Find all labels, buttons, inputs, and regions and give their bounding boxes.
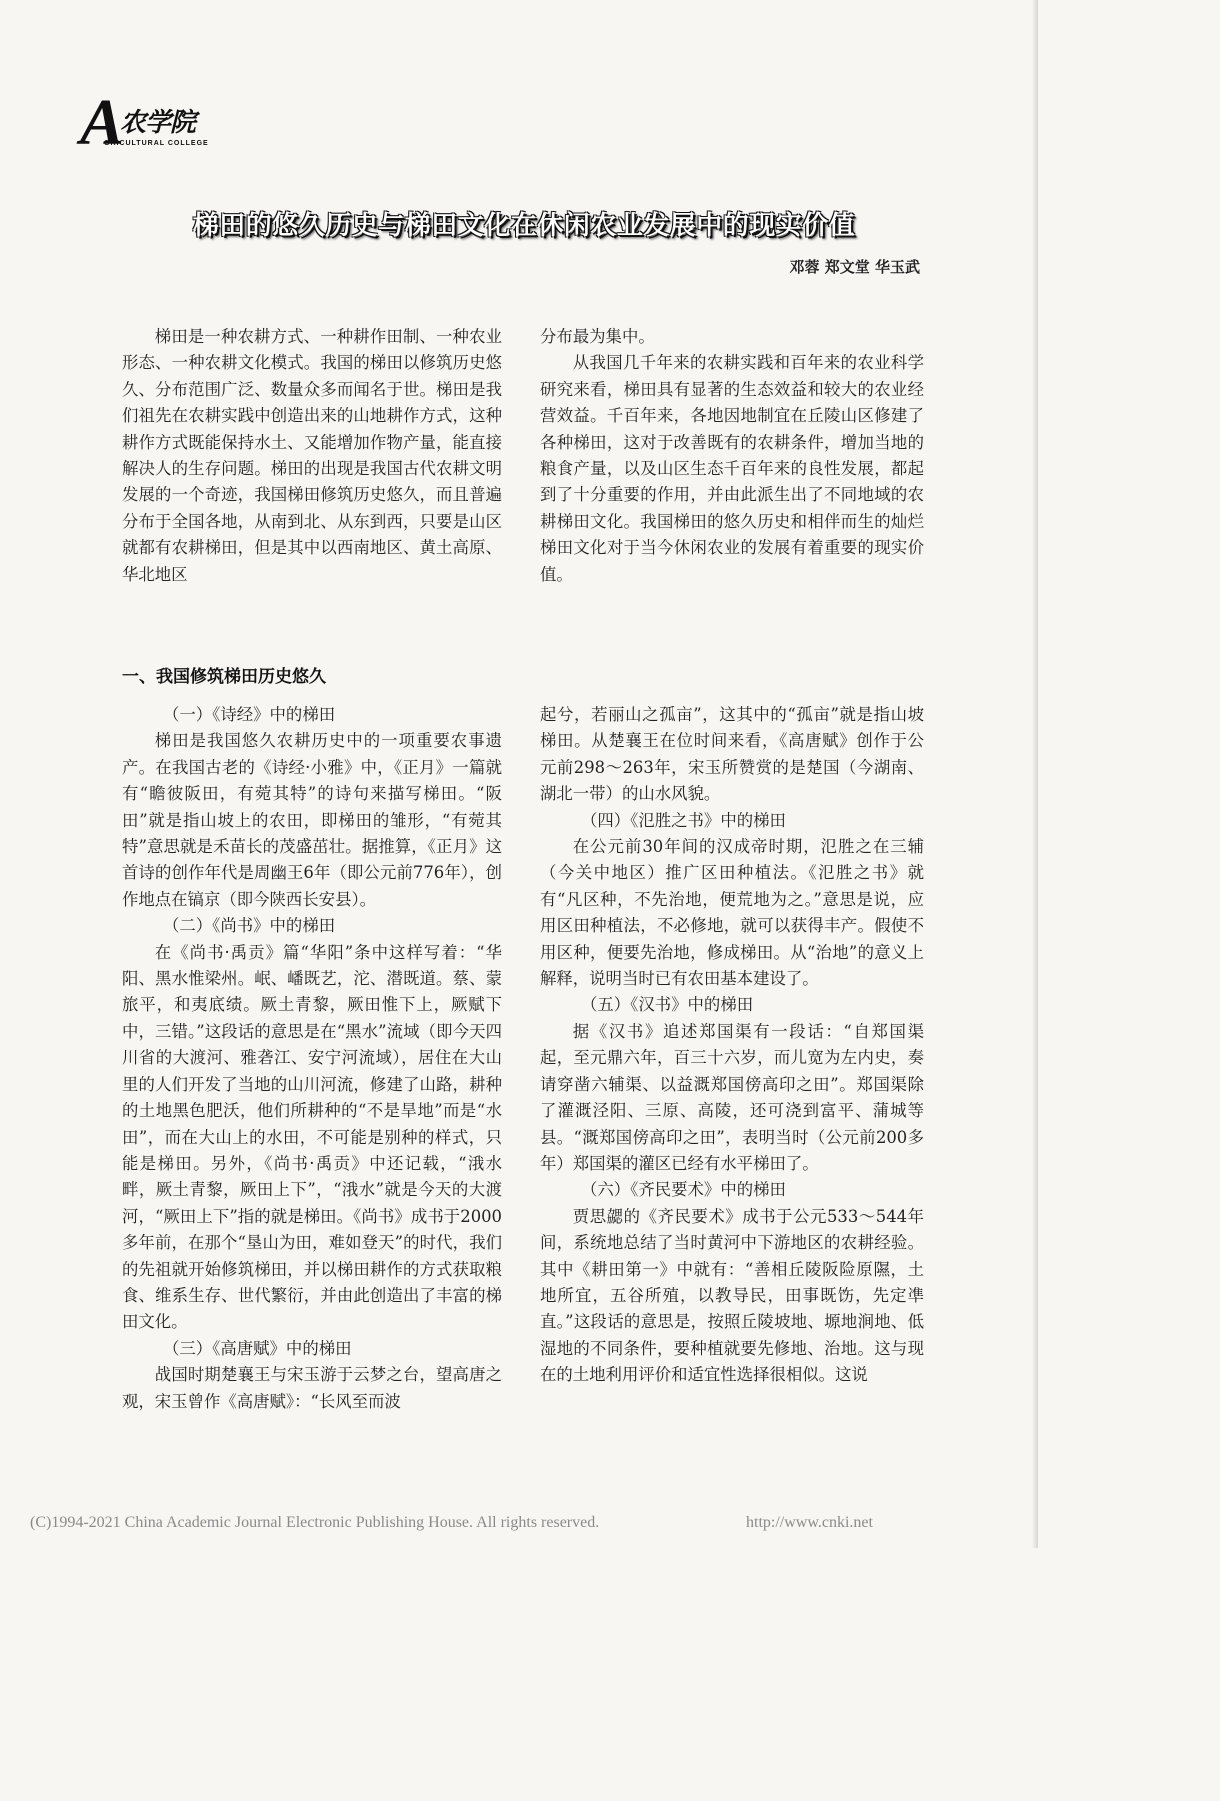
subheading-3: （三）《高唐赋》中的梯田 xyxy=(163,1338,352,1358)
logo-chinese: 农学院 xyxy=(120,108,196,138)
page-edge-shadow xyxy=(1032,0,1038,1548)
article-title: 梯田的悠久历史与梯田文化在休闲农业发展中的现实价值 xyxy=(192,211,856,241)
body-left-column xyxy=(122,702,502,1415)
journal-logo xyxy=(80,86,230,160)
intro-left-column xyxy=(122,324,502,588)
intro-right-column xyxy=(540,324,924,588)
paragraph-1: 梯田是我国悠久农耕历史中的一项重要农事遗产。在我国古老的《诗经·小雅》中，《正月》一篇就有“瞻彼阪田，有菀其特”的诗句来描写梯田。“阪田”就是指山坡上的农田，即梯田的雏形，“有菀其特”意思就是禾苗长的茂盛茁壮。据推算，《正月》这首诗的创作年代是周幽王6年（即公元前776年），创作地点在镐京（即今陕西长安县）。 xyxy=(122,731,502,909)
paragraph-5: 据《汉书》追述郑国渠有一段话：“自郑国渠起，至元鼎六年，百三十六岁，而儿宽为左内史，奏请穿凿六辅渠、以益溉郑国傍高印之田”。郑国渠除了灌溉泾阳、三原、高陵，还可浇到富平、蒲城等县。“溉郑国傍高印之田”，表明当时（公元前200多年）郑国渠的灌区已经有水平梯田了。 xyxy=(540,1021,924,1173)
body-right-column xyxy=(540,702,924,1389)
subheading-5: （五）《汉书》中的梯田 xyxy=(581,995,754,1015)
section-heading: 一、我国修筑梯田历史悠久 xyxy=(122,667,326,687)
intro-paragraph-2: 从我国几千年来的农耕实践和百年来的农业科学研究来看，梯田具有显著的生态效益和较大的农业经营效益。千百年来，各地因地制宜在丘陵山区修建了各种梯田，这对于改善既有的农耕条件，增加当地的粮食产量，以及山区生态千百年来的良性发展，都起到了十分重要的作用，并由此派生出了不同地域的农耕梯田文化。我国梯田的悠久历史和相伴而生的灿烂梯田文化对于当今休闲农业的发展有着重要的现实价值。 xyxy=(540,353,924,584)
paragraph-3-continued: 起兮，若丽山之孤亩”，这其中的“孤亩”就是指山坡梯田。从楚襄王在位时间来看，《高唐赋》创作于公元前298～263年，宋玉所赞赏的是楚国（今湖南、湖北一带）的山水风貌。 xyxy=(540,705,924,804)
subheading-2: （二）《尚书》中的梯田 xyxy=(163,916,336,936)
subheading-6: （六）《齐民要术》中的梯田 xyxy=(581,1180,786,1200)
footer-url: http://www.cnki.net xyxy=(746,1514,873,1531)
subheading-1: （一）《诗经》中的梯田 xyxy=(163,705,336,724)
logo-english: GRICULTURAL COLLEGE xyxy=(104,140,209,147)
paragraph-6: 贾思勰的《齐民要术》成书于公元533～544年间，系统地总结了当时黄河中下游地区的农耕经验。其中《耕田第一》中就有：“善相丘陵阪险原隰，土地所宜，五谷所殖，以教导民，田事既饬，先定凖直。”这段话的意思是，按照丘陵坡地、塬地涧地、低湿地的不同条件，要种植就要先修地、治地。这与现在的土地利用评价和适宜性选择很相似。这说 xyxy=(540,1206,924,1385)
intro-continuation: 分布最为集中。 xyxy=(540,327,655,346)
copyright-text: (C)1994-2021 China Academic Journal Electronic Publishing House. All rights reserved. xyxy=(30,1514,600,1531)
logo-letter: A xyxy=(80,86,125,159)
article-authors: 邓蓉 郑文堂 华玉武 xyxy=(789,258,920,276)
paragraph-2: 在《尚书·禹贡》篇“华阳”条中这样写着：“华阳、黑水惟梁州。岷、嶓既艺，沱、潜既道。蔡、蒙旅平，和夷底绩。厥土青黎，厥田惟下上，厥赋下中，三错。”这段话的意思是在“黑水”流域（即今天四川省的大渡河、雅砻江、安宁河流域），居住在大山里的人们开发了当地的山川河流，修建了山路，耕种的土地黑色肥沃，他们所耕种的“不是旱地”而是“水田”，而在大山上的水田，不可能是别种的样式，只能是梯田。另外，《尚书·禹贡》中还记载，“涐水畔，厥土青黎，厥田上下”，“涐水”就是今天的大渡河，“厥田上下”指的就是梯田。《尚书》成书于2000多年前，在那个“垦山为田，难如登天”的时代，我们的先祖就开始修筑梯田，并以梯田耕作的方式获取粮食、维系生存、世代繁衍，并由此创造出了丰富的梯田文化。 xyxy=(122,942,502,1332)
copyright-footer xyxy=(30,1514,1020,1532)
intro-paragraph-1: 梯田是一种农耕方式、一种耕作田制、一种农业形态、一种农耕文化模式。我国的梯田以修筑历史悠久、分布范围广泛、数量众多而闻名于世。梯田是我们祖先在农耕实践中创造出来的山地耕作方式，这种耕作方式既能保持水土、又能增加作物产量，能直接解决人的生存问题。梯田的出现是我国古代农耕文明发展的一个奇迹，我国梯田修筑历史悠久，而且普遍分布于全国各地，从南到北、从东到西，只要是山区就都有农耕梯田，但是其中以西南地区、黄土高原、华北地区 xyxy=(122,327,502,584)
paragraph-3: 战国时期楚襄王与宋玉游于云梦之台，望高唐之观，宋玉曾作《高唐赋》：“长风至而波 xyxy=(122,1365,502,1411)
paragraph-4: 在公元前30年间的汉成帝时期，氾胜之在三辅（今关中地区）推广区田种植法。《氾胜之书》就有“凡区种，不先治地，便荒地为之。”意思是说，应用区田种植法，不必修地，就可以获得丰产。假使不用区种，便要先治地，修成梯田。从“治地”的意义上解释，说明当时已有农田基本建设了。 xyxy=(540,837,924,989)
subheading-4: （四）《氾胜之书》中的梯田 xyxy=(581,810,786,830)
